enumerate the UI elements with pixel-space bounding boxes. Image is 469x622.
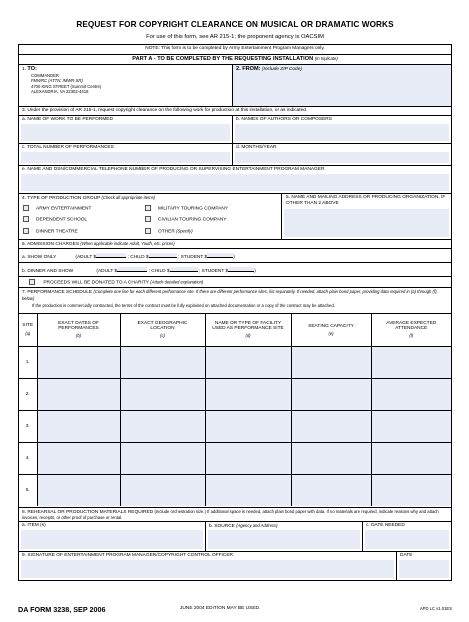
checkbox[interactable] (145, 216, 151, 222)
charity-row (19, 277, 451, 288)
show-child-input[interactable] (149, 253, 177, 258)
form-title: REQUEST FOR COPYRIGHT CLEARANCE ON MUSICAL OR DRAMATIC WORKS (76, 20, 394, 29)
item8-row: 8. REHEARSAL OR PRODUCTION MATERIALS REQUIRED (Include orchestration size.) If additional space is needed, attach plain bond paper with data. If no materials are required, indicate reasons why and attach invoices, receipts, or other proof of purchase or rental. (19, 508, 451, 522)
item3e-row (19, 166, 451, 194)
facility-input[interactable] (205, 378, 291, 410)
form-number: DA FORM 3238, SEP 2006 (18, 605, 106, 614)
checkbox[interactable] (23, 216, 29, 222)
dates-input[interactable] (37, 474, 120, 506)
signature-label: 9. SIGNATURE OF ENTERTAINMENT PROGRAM MANAGER/COPYRIGHT CONTROL OFFICER (22, 553, 233, 558)
manager-label: e. NAME AND DSN/COMMERCIAL TELEPHONE NUMBER OF PRODUCING OR SUPERVISING ENTERTAINMENT PROGRAM MANAGER (22, 167, 325, 172)
item6-row: 6. ADMISSION CHARGES (When applicable indicate Adult, Youth, etc. prices) (19, 240, 451, 249)
edition-note: JUNE 2004 EDITION MAY BE USED. (180, 606, 261, 611)
to-address: COMMANDER FMWRC (ATTN: IMWR-SR) 4700 KING STREET (Summit Centre) ALEXANDRIA, VA 22302-4418 (31, 73, 102, 94)
capacity-input[interactable] (291, 442, 371, 474)
signature-field[interactable] (21, 560, 394, 578)
dates-input[interactable] (37, 378, 120, 410)
table-row: 5. (19, 474, 451, 506)
location-input[interactable] (120, 346, 205, 378)
checkbox[interactable] (23, 205, 29, 211)
note-text: NOTE: This form is to be completed by Army Entertainment Program Managers only. (145, 46, 325, 51)
months-year-input[interactable] (235, 152, 449, 163)
show-student-input[interactable] (207, 253, 233, 258)
option-army-entertainment[interactable]: ARMY ENTERTAINMENT (23, 205, 145, 216)
admission-label: 6. ADMISSION CHARGES (22, 242, 80, 247)
from-field[interactable] (233, 65, 451, 106)
schedule-table-row (19, 314, 451, 508)
checkbox[interactable] (23, 228, 29, 234)
attendance-input[interactable] (371, 378, 451, 410)
months-year-label: d. MONTHS/YEAR (236, 145, 277, 150)
dates-input[interactable] (37, 442, 120, 474)
item6b-row: b. DINNER AND SHOW (ADULT $ ; CHILD $ ; STUDENT $ ) (19, 263, 451, 277)
option-dependent-school[interactable]: DEPENDENT SCHOOL (23, 216, 145, 227)
location-input[interactable] (120, 378, 205, 410)
source-input[interactable] (208, 530, 360, 549)
option-civilian-touring[interactable]: CIVILIAN TOURING COMPANY (145, 216, 228, 227)
dinner-student-input[interactable] (228, 267, 254, 272)
item9-row (19, 552, 451, 580)
item45-row: 4. TYPE OF PRODUCTION GROUP (Check all appropriate items) ARMY ENTERTAINMENT DEPENDENT SCHOOL DINNER THEATRE MILITARY TOURING COMPANY CIVILIAN TOURING COMPANY OTHER (Specify) 5. NAME AND MAILING ADDRESS OR PRODUCING ORGANIZATION, IF OTHER THAN 2 ABOVE (19, 194, 451, 240)
table-row: 1. (19, 346, 451, 378)
location-input[interactable] (120, 474, 205, 506)
item8abc-row: a. ITEM (s) b. SOURCE (Agency and Address) c. DATE NEEDED (19, 522, 451, 552)
facility-input[interactable] (205, 410, 291, 442)
option-other[interactable]: OTHER (Specify) (145, 228, 228, 235)
items-input[interactable] (21, 530, 203, 549)
date-needed-input[interactable] (365, 530, 449, 549)
dates-input[interactable] (37, 346, 120, 378)
to-from-row (19, 65, 451, 107)
materials-label: 8. REHEARSAL OR PRODUCTION MATERIALS REQUIRED (22, 510, 154, 515)
checkbox[interactable] (145, 205, 151, 211)
option-dinner-theatre[interactable]: DINNER THEATRE (23, 228, 145, 235)
table-row: 3. (19, 410, 451, 442)
to-label: TO: (27, 66, 37, 72)
from-hint: (Include ZIP Code) (261, 67, 302, 72)
manager-input[interactable] (21, 174, 449, 191)
to-block: 1. TO: COMMANDER FMWRC (ATTN: IMWR-SR) 4700 KING STREET (Summit Centre) ALEXANDRIA, VA 22302-4418 (19, 65, 233, 106)
capacity-input[interactable] (291, 474, 371, 506)
dinner-adult-input[interactable] (117, 267, 147, 272)
producing-org-label: 5. NAME AND MAILING ADDRESS OR PRODUCING ORGANIZATION, IF OTHER THAN 2 ABOVE (286, 195, 446, 206)
location-input[interactable] (120, 442, 205, 474)
part-a-heading: PART A - TO BE COMPLETED BY THE REQUESTING INSTALLATION (132, 56, 314, 62)
from-label: 2. FROM: (236, 66, 261, 72)
facility-input[interactable] (205, 346, 291, 378)
capacity-input[interactable] (291, 346, 371, 378)
schedule-table (19, 314, 451, 506)
date-label: DATE (400, 553, 413, 558)
part-a-row (19, 55, 451, 65)
item7-row: 7. PERFORMANCE SCHEDULE (Complete one line for each different performance site. If there are different performance sites, list separately. If needed, attach plain bond paper, providing data required in (a) through (f), below) If the production is commercially contracted, the terms of the contract must be fully explained on attached documentation or a copy of the contract may be attached. (19, 288, 451, 314)
table-row: 2. (19, 378, 451, 410)
attendance-input[interactable] (371, 410, 451, 442)
table-row: 4. (19, 442, 451, 474)
schedule-label: 7. PERFORMANCE SCHEDULE (22, 290, 93, 295)
item3-text: 3. Under the provision of AR 215-1, request copyright clearance on the following work for production at this installation, or as indicated. (22, 108, 308, 113)
form-footer (18, 605, 452, 615)
facility-input[interactable] (205, 442, 291, 474)
form-body (18, 44, 452, 581)
dinner-show-label: b. DINNER AND SHOW (22, 269, 74, 274)
production-group-label: 4. TYPE OF PRODUCTION GROUP (22, 196, 101, 201)
authors-input[interactable] (235, 124, 449, 141)
show-only-label: a. SHOW ONLY (22, 255, 57, 260)
performances-label: c. TOTAL NUMBER OF PERFORMANCES (22, 145, 114, 150)
item3-row (19, 107, 451, 116)
option-military-touring[interactable]: MILITARY TOURING COMPANY (145, 205, 228, 216)
source-label: b. SOURCE (209, 524, 235, 529)
form-page (18, 18, 452, 581)
location-input[interactable] (120, 410, 205, 442)
dinner-child-input[interactable] (170, 267, 198, 272)
authors-label: b. NAMES OF AUTHORS OR COMPOSERS (236, 117, 332, 122)
work-name-input[interactable] (21, 124, 230, 141)
checkbox[interactable] (145, 228, 151, 234)
work-name-label: a. NAME OF WORK TO BE PERFORMED (22, 117, 113, 122)
form-subtitle: For use of this form, see AR 215-1; the proponent agency is OACSIM (146, 34, 324, 40)
attendance-input[interactable] (371, 442, 451, 474)
items-label: a. ITEM (s) (22, 523, 46, 528)
capacity-input[interactable] (291, 410, 371, 442)
note-row (19, 45, 451, 55)
date-input[interactable] (399, 560, 449, 578)
show-adult-input[interactable] (96, 253, 126, 258)
producing-org-input[interactable] (284, 209, 449, 237)
date-needed-label: c. DATE NEEDED (366, 523, 405, 528)
charity-option[interactable]: PROCEEDS WILL BE DONATED TO A CHARITY (Attach detailed explanation) (19, 277, 451, 287)
checkbox[interactable] (29, 279, 35, 285)
part-a-note: (In triplicate) (314, 56, 338, 61)
attendance-input[interactable] (371, 346, 451, 378)
performances-input[interactable] (21, 152, 230, 163)
item3ab-row (19, 116, 451, 144)
item6a-row: a. SHOW ONLY (ADULT $ ; CHILD $ ; STUDENT $ ) (19, 249, 451, 263)
dates-input[interactable] (37, 410, 120, 442)
item3cd-row (19, 144, 451, 166)
capacity-input[interactable] (291, 378, 371, 410)
attendance-input[interactable] (371, 474, 451, 506)
schedule-header: SITE (a) EXACT DATES OF PERFORMANCES (b) EXACT GEOGRAPHIC LOCATION (c) NAME OR TYPE OF FACILITY USED AS PERFORMANCE SITE (d) SEATING CAPACITY (e) AVERAGE EXPECTED ATTENDANCE (f) (19, 314, 451, 346)
apd-version: APD LC v1.01ES (419, 606, 452, 611)
facility-input[interactable] (205, 474, 291, 506)
